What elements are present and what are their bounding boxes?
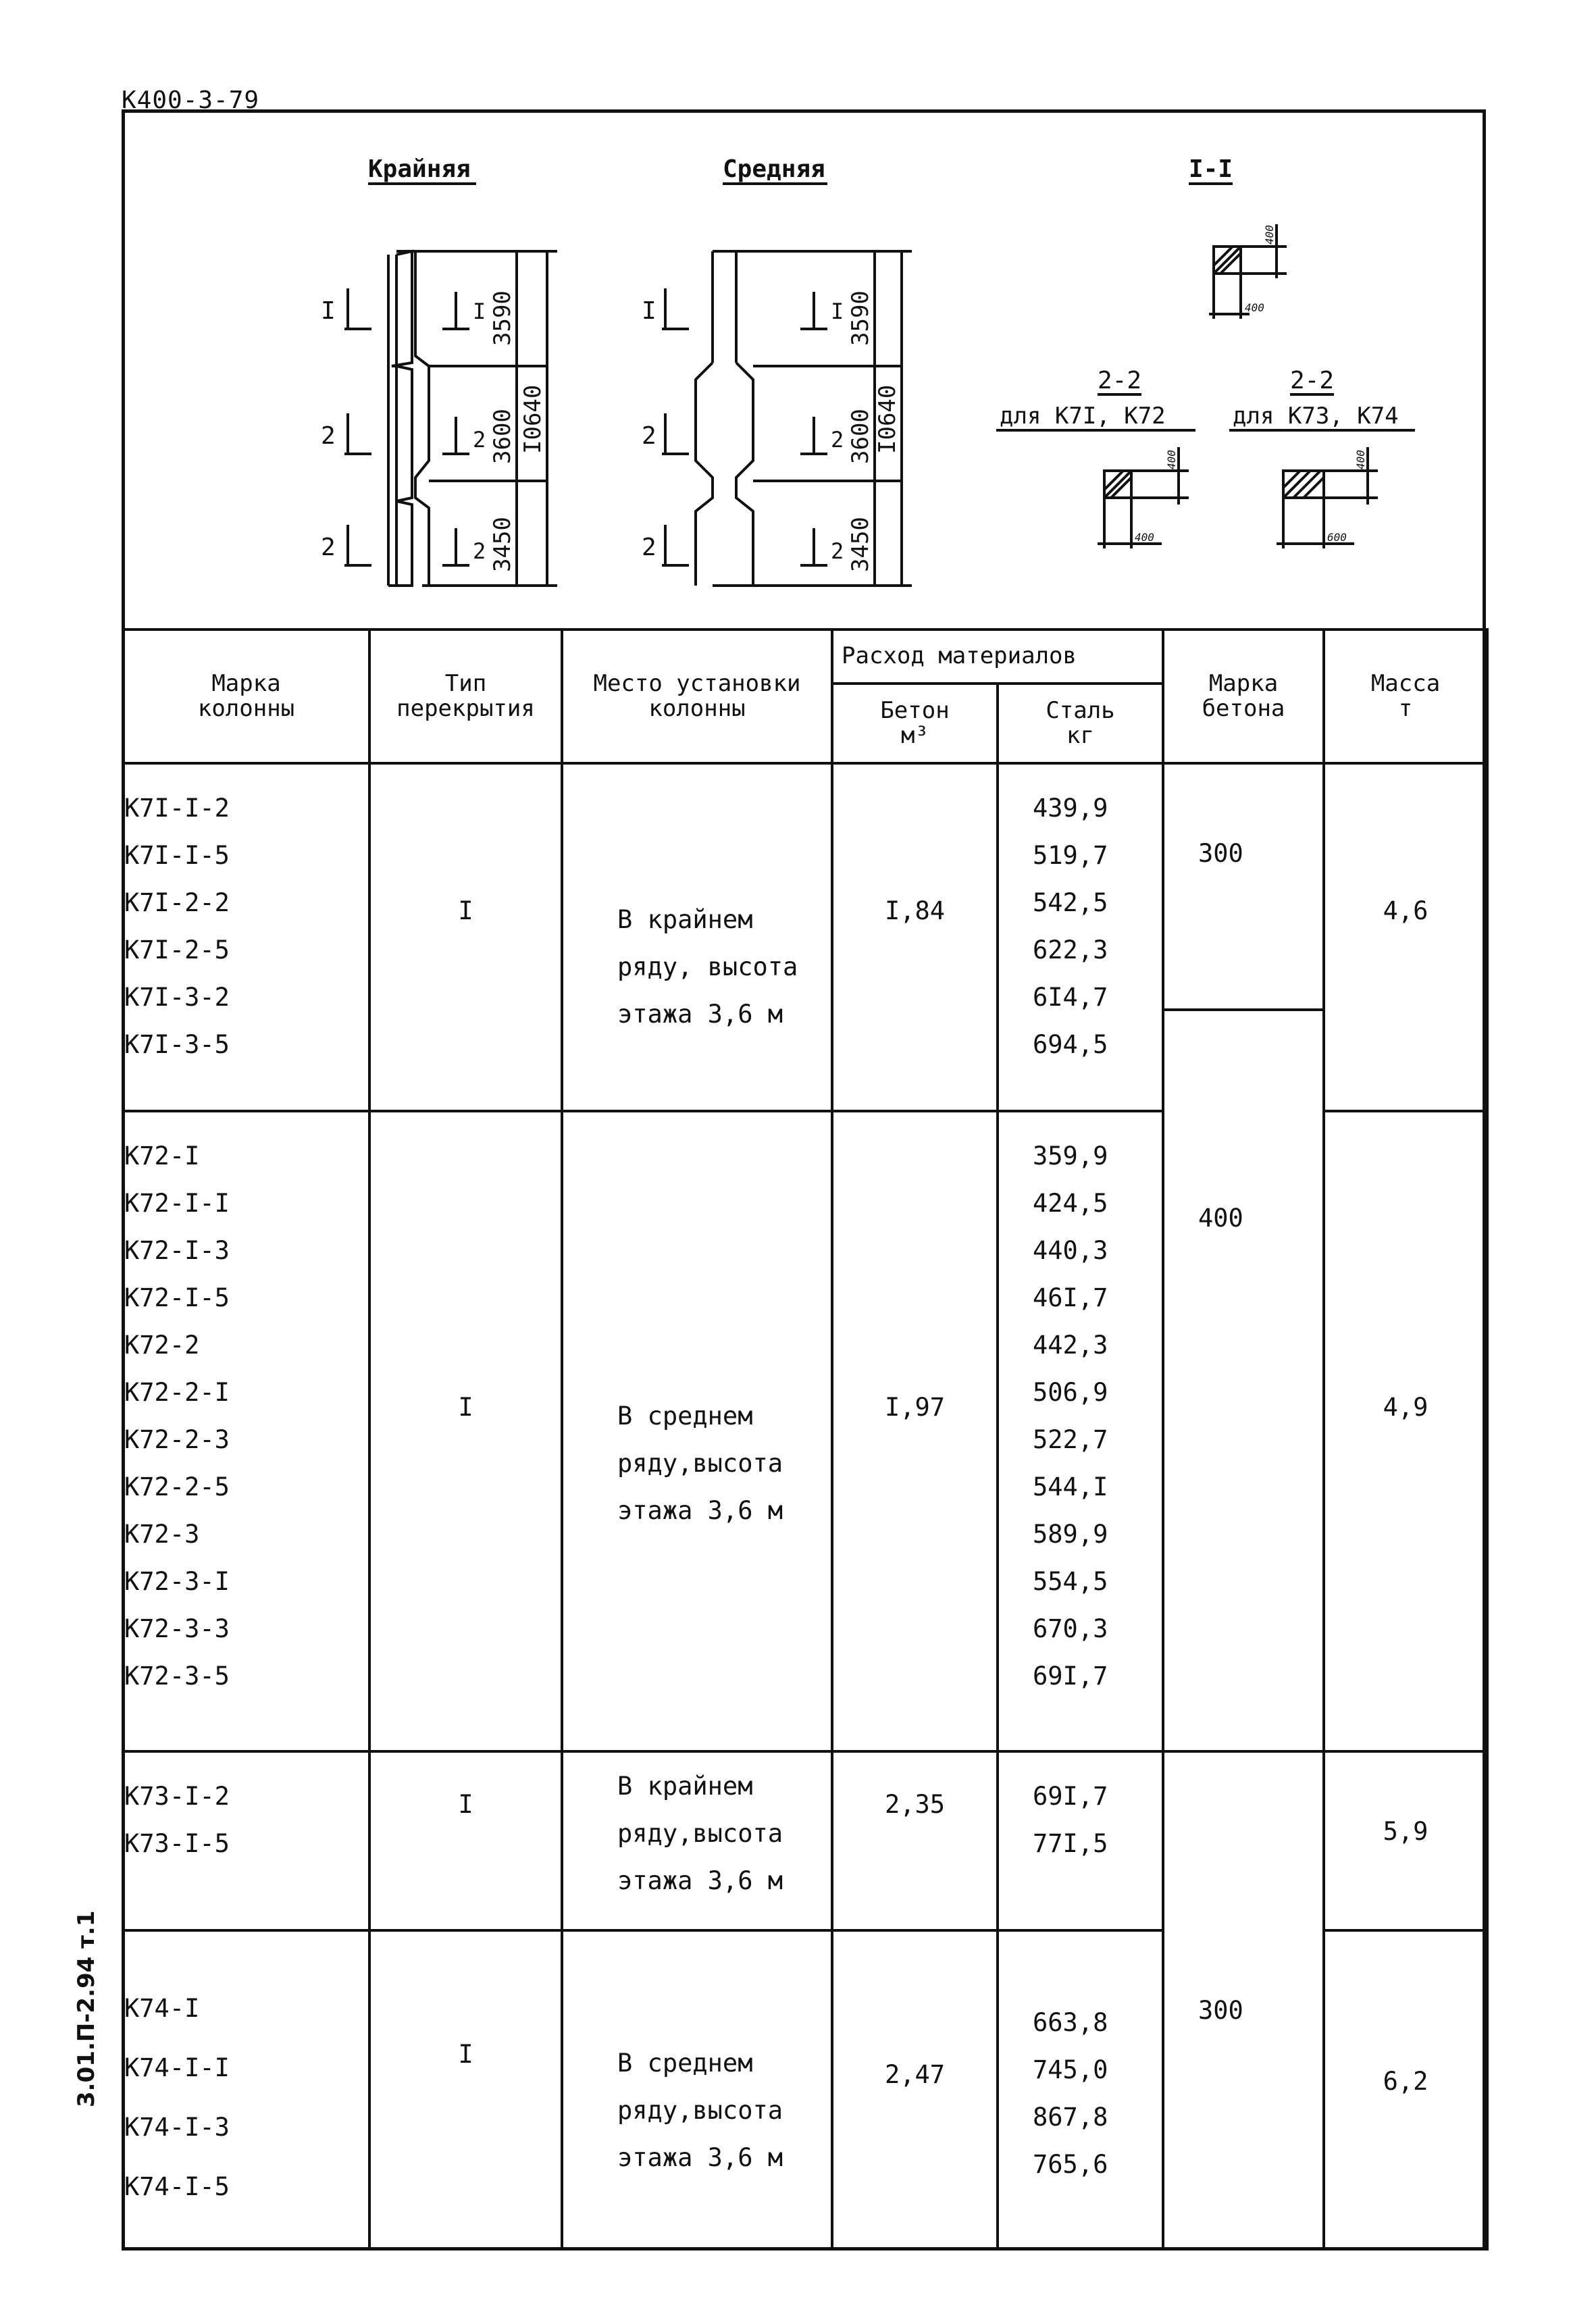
header-type: Тип перекрытия (369, 629, 562, 763)
svg-text:I: I (831, 299, 844, 324)
section1-w: 400 (1245, 301, 1264, 314)
list-item: К7I-3-2 (124, 983, 230, 1012)
section-2-2-b (1229, 367, 1415, 548)
section22b-w: 600 (1327, 531, 1347, 544)
group3-concrete: 2,35 (832, 1751, 998, 1930)
edge-dim-2: 3600 (489, 409, 516, 464)
cut-label-3: 2 (321, 534, 336, 561)
list-item: К72-2-3 (124, 1425, 230, 1454)
list-item: К74-I-5 (124, 2172, 230, 2201)
group2-steel: 359,9 424,5 440,3 46I,7 442,3 506,9 522,7 544,I 589,9 554,5 670,3 69I,7 (998, 1111, 1163, 1751)
list-item: К72-3 (124, 1520, 200, 1549)
specification-table (122, 628, 1489, 2251)
edge-dim-3: 3450 (489, 517, 516, 572)
header-steel: Сталь кг (998, 684, 1163, 763)
list-item: К72-I-5 (124, 1283, 230, 1312)
list-item: К7I-I-5 (124, 841, 230, 870)
cut-label-1: I (321, 297, 336, 325)
section22a-title: 2-2 (1098, 367, 1142, 394)
group4-grade: 300 (1163, 1751, 1324, 2249)
group3-type: I (369, 1751, 562, 1930)
svg-text:2: 2 (642, 422, 657, 450)
header-concrete: Бетон м³ (832, 684, 998, 763)
group4-place: В среднем ряду,высота этажа 3,6 м (562, 1930, 832, 2249)
section22b-sub: для К73, К74 (1233, 403, 1399, 430)
section22b-h: 400 (1354, 450, 1367, 469)
svg-text:2: 2 (473, 427, 486, 453)
group2-grade: 400 (1163, 1010, 1324, 1751)
middle-column-drawing (642, 251, 912, 586)
group1-place: В крайнем ряду, высота этажа 3,6 м (562, 763, 832, 1111)
group4-steel: 663,8 745,0 867,8 765,6 (998, 1930, 1163, 2249)
middle-dim-1: 3590 (847, 290, 874, 346)
svg-text:2: 2 (642, 534, 657, 561)
list-item: К74-I (124, 1994, 200, 2023)
group1-steel: 439,9 519,7 542,5 622,3 6I4,7 694,5 (998, 763, 1163, 1111)
section-1-title: I-I (1189, 155, 1233, 183)
list-item: К72-2-I (124, 1378, 230, 1407)
list-item: К73-I-2 (124, 1782, 230, 1811)
group3-steel: 69I,7 77I,5 (998, 1751, 1163, 1930)
list-item: К74-I-3 (124, 2113, 230, 2142)
list-item: К72-3-I (124, 1567, 230, 1596)
group4-type: I (369, 1930, 562, 2249)
list-item: К72-I (124, 1141, 200, 1171)
group2-mass: 4,9 (1324, 1111, 1487, 1751)
list-item: К7I-3-5 (124, 1030, 230, 1059)
section22b-title: 2-2 (1290, 367, 1335, 394)
section-2-2-a (996, 367, 1195, 548)
header-mass: Масса т (1324, 629, 1487, 763)
group3-marks (123, 1751, 369, 1930)
header-place: Место установки колонны (562, 629, 832, 763)
group1-concrete: I,84 (832, 763, 998, 1111)
list-item: К7I-2-5 (124, 935, 230, 965)
header-mark: Марка колонны (123, 629, 369, 763)
cut-label-2: 2 (321, 422, 336, 450)
group2-marks (123, 1111, 369, 1751)
svg-text:2: 2 (473, 538, 486, 564)
middle-dim-3: 3450 (847, 517, 874, 572)
header-consumption: Расход материалов (832, 629, 1163, 684)
edge-dim-total: I0640 (519, 384, 546, 454)
group2-concrete: I,97 (832, 1111, 998, 1751)
column-diagram (125, 113, 1483, 632)
header-grade: Марка бетона (1163, 629, 1324, 763)
group3-mass: 5,9 (1324, 1751, 1487, 1930)
list-item: К7I-2-2 (124, 888, 230, 917)
svg-text:I: I (473, 299, 486, 324)
group1-marks (123, 763, 369, 1111)
group2-type: I (369, 1111, 562, 1751)
middle-column-title: Средняя (723, 155, 825, 183)
edge-dim-1: 3590 (489, 290, 516, 346)
list-item: К72-3-5 (124, 1662, 230, 1691)
svg-text:2: 2 (831, 538, 844, 564)
middle-dim-2: 3600 (847, 409, 874, 464)
svg-text:2: 2 (831, 427, 844, 453)
group3-place: В крайнем ряду,высота этажа 3,6 м (562, 1751, 832, 1930)
group4-mass: 6,2 (1324, 1930, 1487, 2249)
section22a-h: 400 (1165, 450, 1178, 469)
list-item: К7I-I-2 (124, 794, 230, 823)
group4-marks (123, 1930, 369, 2249)
list-item: К72-I-3 (124, 1236, 230, 1265)
section-1-1-drawing (1209, 224, 1287, 319)
series-code: К400-3-79 (122, 86, 260, 114)
middle-dim-total: I0640 (874, 384, 901, 454)
section22a-sub: для К7I, К72 (1000, 403, 1166, 430)
svg-text:I: I (642, 297, 657, 325)
group1-type: I (369, 763, 562, 1111)
section22a-w: 400 (1135, 531, 1154, 544)
list-item: К72-2 (124, 1331, 200, 1360)
list-item: К74-I-I (124, 2053, 230, 2082)
group1-mass: 4,6 (1324, 763, 1487, 1111)
group2-place: В среднем ряду,высота этажа 3,6 м (562, 1111, 832, 1751)
section1-h: 400 (1263, 225, 1276, 245)
list-item: К72-2-5 (124, 1472, 230, 1501)
list-item: К72-3-3 (124, 1614, 230, 1643)
side-code: 3.01.П-2.94 т.1 (73, 1910, 100, 2107)
edge-column-drawing (321, 251, 557, 586)
group1-grade: 300 (1163, 763, 1324, 1010)
list-item: К72-I-I (124, 1189, 230, 1218)
list-item: К73-I-5 (124, 1829, 230, 1858)
edge-column-title: Крайняя (368, 155, 471, 183)
group4-concrete: 2,47 (832, 1930, 998, 2249)
